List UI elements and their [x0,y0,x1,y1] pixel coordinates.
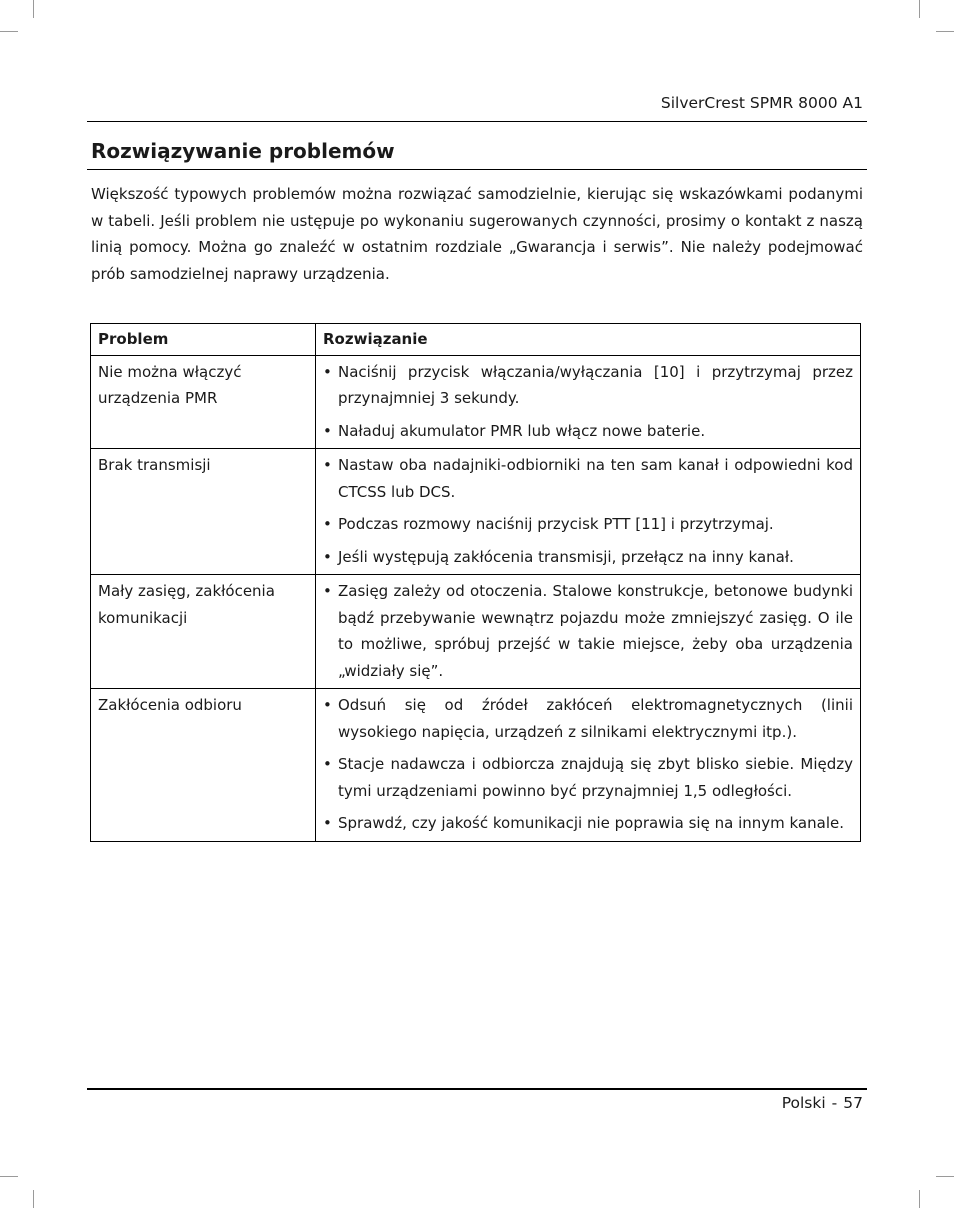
bullet-icon: • [323,515,332,533]
solution-item: • Stacje nadawcza i odbiorcza znajdują się zbyt blisko siebie. Między tymi urządzeniami powinno być przynajmniej 1,5 odległości. [323,751,853,804]
solution-list [323,692,853,837]
solution-item: • Naładuj akumulator PMR lub włącz nowe baterie. [323,418,853,445]
solution-item: • Podczas rozmowy naciśnij przycisk PTT [11] i przytrzymaj. [323,511,853,538]
solution-item: • Odsuń się od źródeł zakłóceń elektromagnetycznych (linii wysokiego napięcia, urządzeń z silnikami elektrycznymi itp.). [323,692,853,745]
bullet-icon: • [323,547,332,566]
table-row [91,355,861,449]
crop-mark [33,0,34,18]
solution-item: • Nastaw oba nadajniki-odbiorniki na ten sam kanał i odpowiedni kod CTCSS lub DCS. [323,452,853,505]
crop-mark [0,1176,18,1177]
table-row [91,689,861,842]
solution-cell [316,449,861,575]
solution-list [323,359,853,445]
solution-item: • Jeśli występują zakłócenia transmisji, przełącz na inny kanał. [323,544,853,571]
table-header-row [91,324,861,356]
running-header: SilverCrest SPMR 8000 A1 [660,94,863,112]
footer-separator: - [831,1094,838,1112]
solution-cell [316,355,861,449]
footer-divider [87,1088,867,1090]
footer-language: Polski [781,1094,826,1112]
problem-cell: Zakłócenia odbioru [91,689,316,842]
bullet-icon: • [323,755,332,773]
solution-item: • Sprawdź, czy jakość komunikacji nie poprawia się na innym kanale. [323,810,853,837]
column-header-solution: Rozwiązanie [316,324,861,356]
problem-cell: Nie można włączyć urządzenia PMR [91,355,316,449]
crop-mark [0,31,18,32]
solution-cell [316,689,861,842]
intro-paragraph: Większość typowych problemów można rozwiązać samodzielnie, kierując się wskazówkami podanymi w tabeli. Jeśli problem nie ustępuje po wykonaniu sugerowanych czynności, prosimy o kontakt z naszą linią pomocy. Można go znaleźć w ostatnim rozdziale „Gwarancja i serwis”. Nie należy podejmować prób samodzielnej naprawy urządzenia. [91,185,863,283]
page-number: 57 [843,1094,863,1112]
crop-mark [919,1190,920,1208]
bullet-icon: • [323,814,332,832]
solution-item: • Naciśnij przycisk włączania/wyłączania [10] i przytrzymaj przez przynajmniej 3 sekundy. [323,359,853,412]
table-row [91,575,861,689]
table-row [91,449,861,575]
section-title: Rozwiązywanie problemów [91,139,395,163]
title-divider [87,169,867,170]
column-header-problem: Problem [91,324,316,356]
problem-cell: Brak transmisji [91,449,316,575]
bullet-icon: • [323,582,332,600]
solution-list [323,452,853,570]
header-divider [87,121,867,122]
troubleshooting-table [90,323,861,842]
bullet-icon: • [323,421,332,440]
crop-mark [936,31,954,32]
bullet-icon: • [323,456,332,474]
solution-cell [316,575,861,689]
bullet-icon: • [323,696,332,714]
crop-mark [919,0,920,18]
crop-mark [33,1190,34,1208]
crop-mark [936,1176,954,1177]
solution-list [323,578,853,684]
bullet-icon: • [323,362,332,381]
solution-item: • Zasięg zależy od otoczenia. Stalowe konstrukcje, betonowe budynki bądź przebywanie wewnątrz pojazdu może zmniejszyć zasięg. O ile to możliwe, spróbuj przejść w takie miejsce, żeby oba urządzenia „widziały się”. [323,578,853,684]
problem-cell: Mały zasięg, zakłócenia komunikacji [91,575,316,689]
page-footer [782,1094,863,1112]
